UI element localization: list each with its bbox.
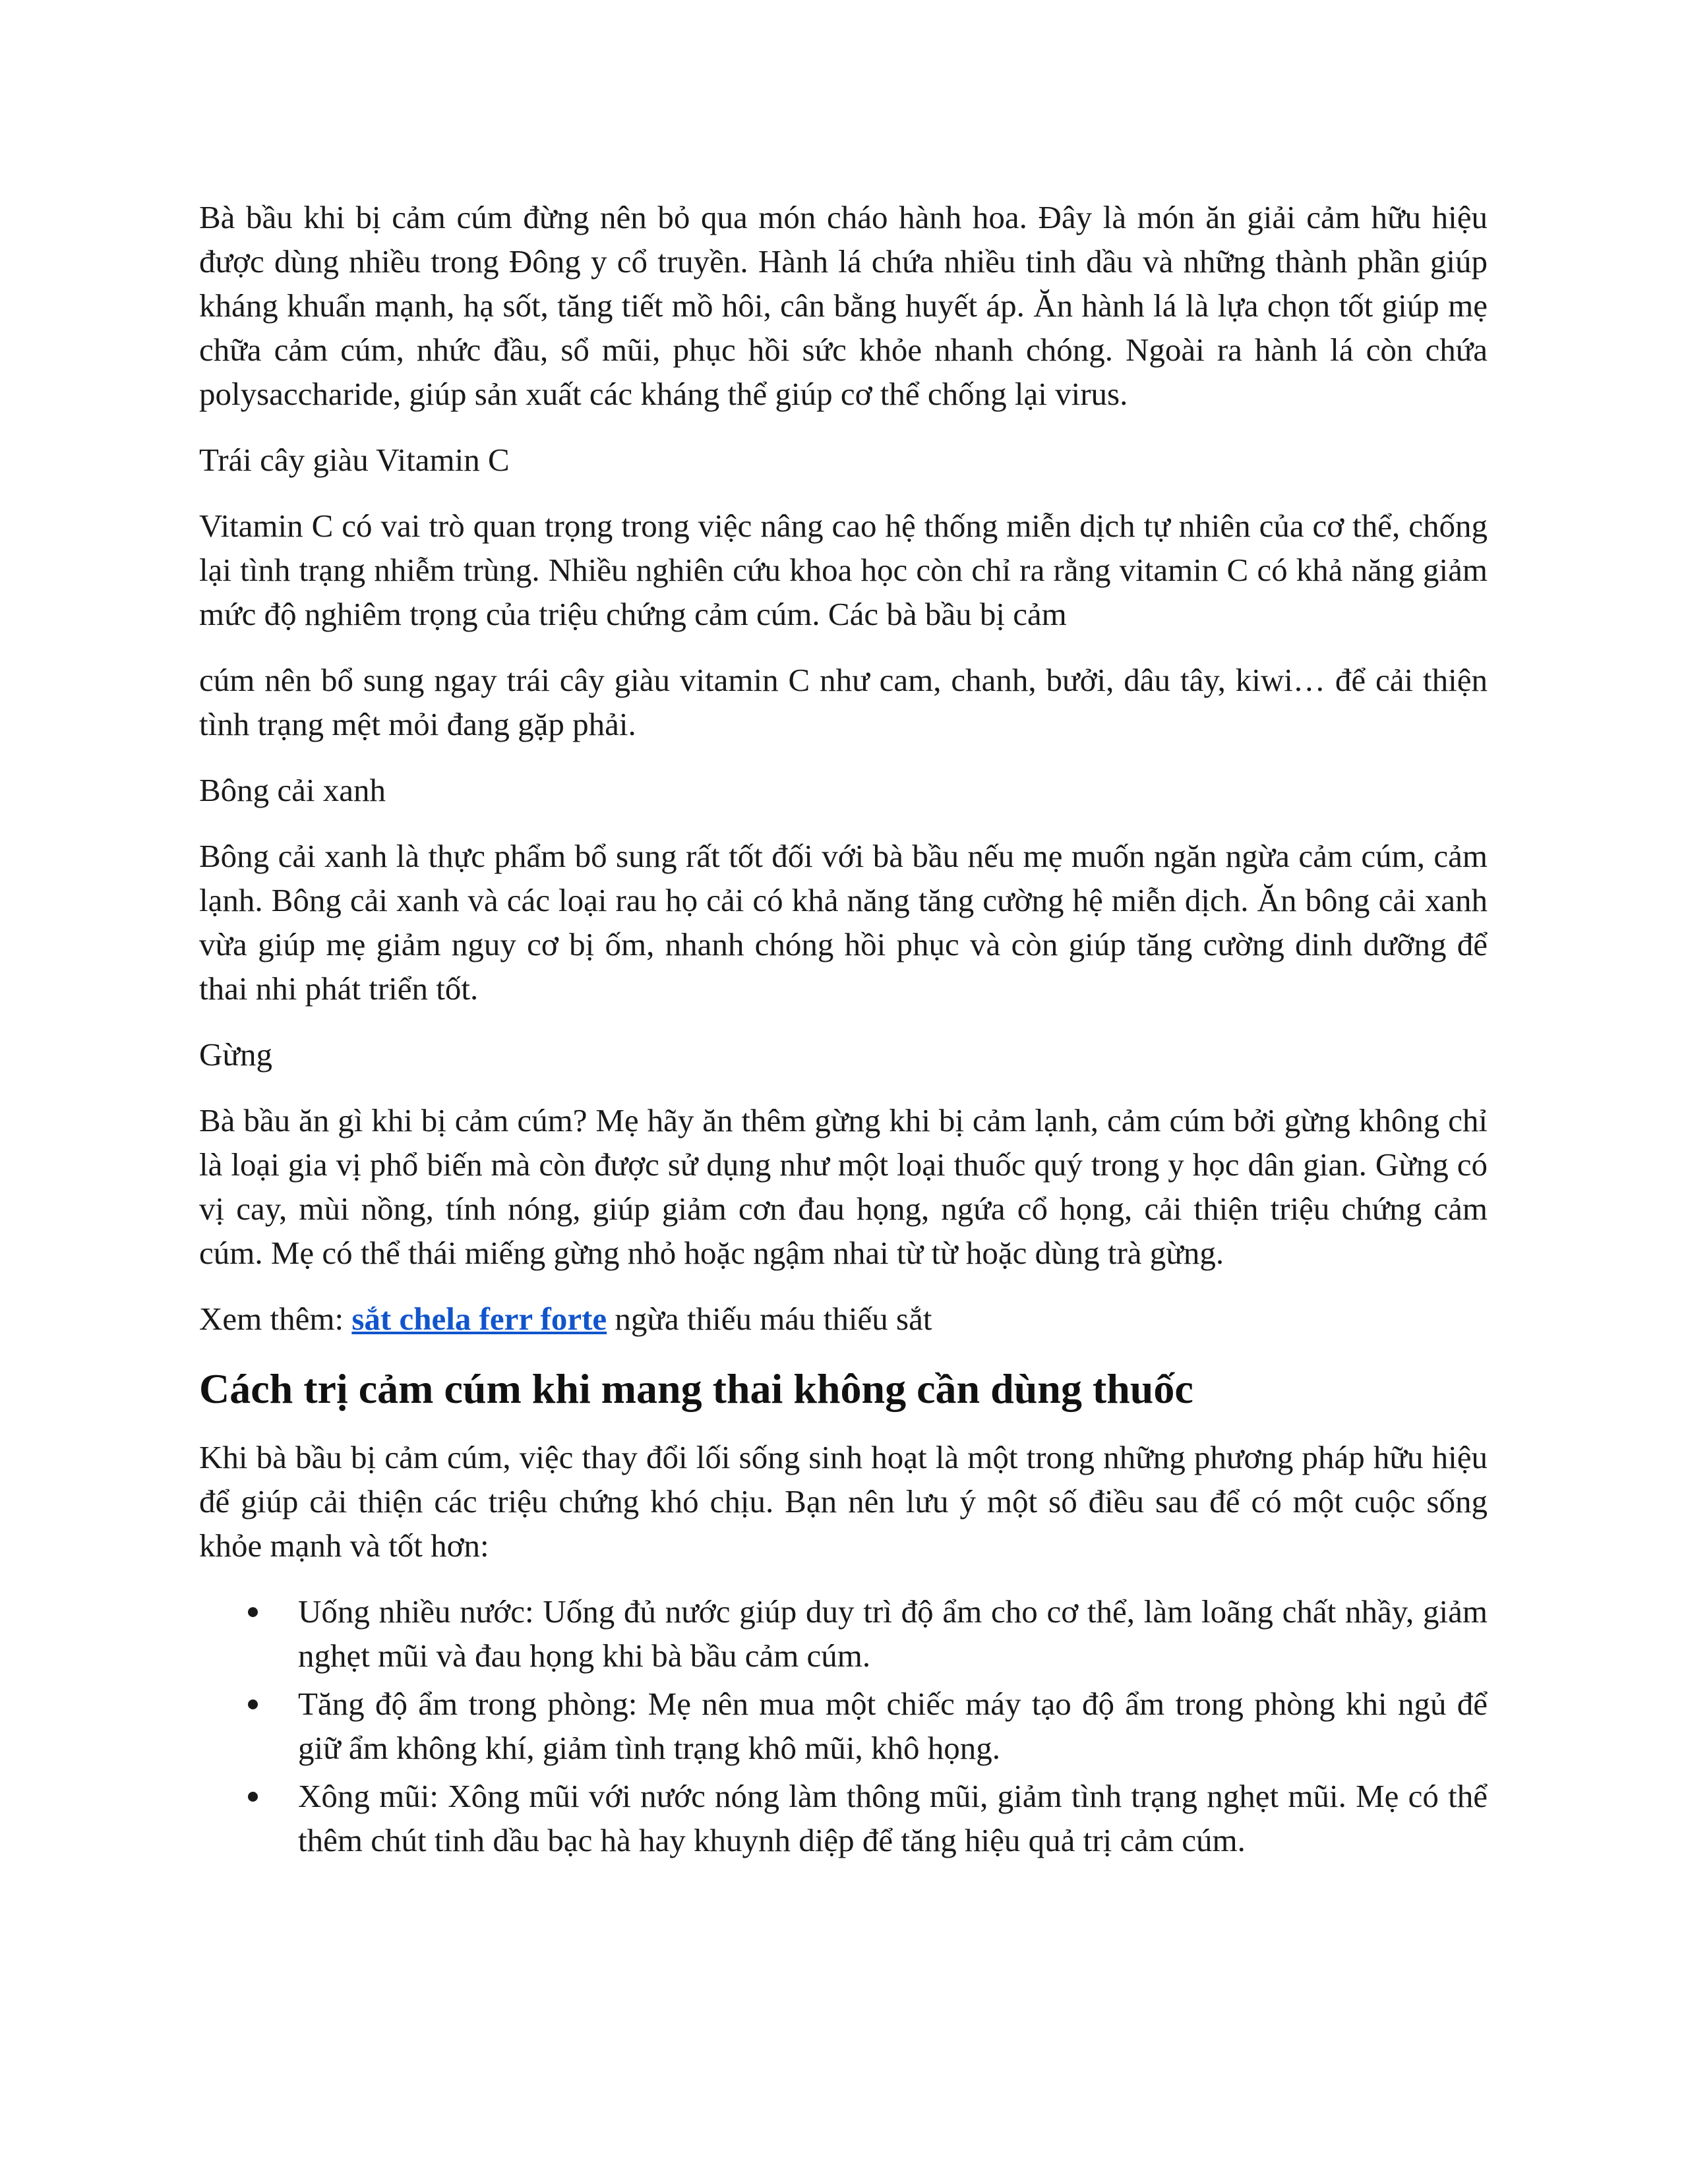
subheading-gung: Gừng [199, 1036, 272, 1073]
bullet-icon [248, 1699, 258, 1709]
bullet-icon [248, 1792, 258, 1802]
list-item-text: Tăng độ ẩm trong phòng: Mẹ nên mua một chiếc máy tạo độ ẩm trong phòng khi ngủ để giữ ẩm không khí, giảm tình trạng khô mũi, khô họng. [298, 1686, 1488, 1766]
list-item [298, 1774, 1488, 1862]
list-item-text: Xông mũi: Xông mũi với nước nóng làm thông mũi, giảm tình trạng nghẹt mũi. Mẹ có thể thêm chút tinh dầu bạc hà hay khuynh diệp để tăng hiệu quả trị cảm cúm. [298, 1778, 1488, 1858]
list-item [298, 1682, 1488, 1770]
see-more-line [199, 1297, 1488, 1341]
section-intro: Khi bà bầu bị cảm cúm, việc thay đổi lối sống sinh hoạt là một trong những phương pháp hữu hiệu để giúp cải thiện các triệu chứng khó chịu. Bạn nên lưu ý một số điều sau để có một cuộc sống khỏe mạnh và tốt hơn: [199, 1439, 1488, 1564]
paragraph-bong-cai-xanh: Bông cải xanh là thực phẩm bổ sung rất tốt đối với bà bầu nếu mẹ muốn ngăn ngừa cảm cúm, cảm lạnh. Bông cải xanh và các loại rau họ cải có khả năng tăng cường hệ miễn dịch. Ăn bông cải xanh vừa giúp mẹ giảm nguy cơ bị ốm, nhanh chóng hồi phục và còn giúp tăng cường dinh dưỡng để thai nhi phát triển tốt. [199, 838, 1488, 1007]
subheading-vitamin-c: Trái cây giàu Vitamin C [199, 442, 510, 478]
paragraph-vitamin-c-part2: cúm nên bổ sung ngay trái cây giàu vitamin C như cam, chanh, bưởi, dâu tây, kiwi… để cải thiện tình trạng mệt mỏi đang gặp phải. [199, 662, 1488, 742]
tips-list [199, 1589, 1488, 1862]
see-more-prefix: Xem thêm: [199, 1301, 352, 1337]
section-heading: Cách trị cảm cúm khi mang thai không cần dùng thuốc [199, 1365, 1193, 1412]
see-more-link[interactable]: sắt chela ferr forte [351, 1301, 607, 1337]
list-item [298, 1589, 1488, 1678]
subheading-bong-cai-xanh: Bông cải xanh [199, 772, 386, 808]
paragraph-vitamin-c-part1: Vitamin C có vai trò quan trọng trong việc nâng cao hệ thống miễn dịch tự nhiên của cơ thể, chống lại tình trạng nhiễm trùng. Nhiều nghiên cứu khoa học còn chỉ ra rằng vitamin C có khả năng giảm mức độ nghiêm trọng của triệu chứng cảm cúm. Các bà bầu bị cảm [199, 508, 1488, 632]
see-more-suffix: ngừa thiếu máu thiếu sắt [607, 1301, 932, 1337]
paragraph-gung: Bà bầu ăn gì khi bị cảm cúm? Mẹ hãy ăn thêm gừng khi bị cảm lạnh, cảm cúm bởi gừng không chỉ là loại gia vị phổ biến mà còn được sử dụng như một loại thuốc quý trong y học dân gian. Gừng có vị cay, mùi nồng, tính nóng, giúp giảm cơn đau họng, ngứa cổ họng, cải thiện triệu chứng cảm cúm. Mẹ có thể thái miếng gừng nhỏ hoặc ngậm nhai từ từ hoặc dùng trà gừng. [199, 1102, 1488, 1271]
document-body [199, 195, 1488, 1866]
list-item-text: Uống nhiều nước: Uống đủ nước giúp duy trì độ ẩm cho cơ thể, làm loãng chất nhầy, giảm nghẹt mũi và đau họng khi bà bầu cảm cúm. [298, 1593, 1488, 1674]
paragraph-cháo-hành: Bà bầu khi bị cảm cúm đừng nên bỏ qua món cháo hành hoa. Đây là món ăn giải cảm hữu hiệu được dùng nhiều trong Đông y cổ truyền. Hành lá chứa nhiều tinh dầu và những thành phần giúp kháng khuẩn mạnh, hạ sốt, tăng tiết mồ hôi, cân bằng huyết áp. Ăn hành lá là lựa chọn tốt giúp mẹ chữa cảm cúm, nhức đầu, sổ mũi, phục hồi sức khỏe nhanh chóng. Ngoài ra hành lá còn chứa polysaccharide, giúp sản xuất các kháng thể giúp cơ thể chống lại virus. [199, 199, 1488, 412]
bullet-icon [248, 1607, 258, 1617]
